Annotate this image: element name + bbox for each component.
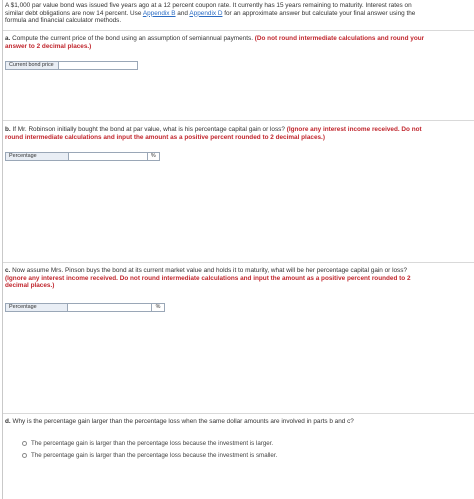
part-c-percentage-row [5,303,165,312]
part-b-instruction: (Ignore any interest income received. Do not round intermediate calculations and input the amount as a positive percent rounded to 2 decimal places.) [5,126,422,141]
part-c-percent-unit: % [151,304,164,311]
part-c-percentage-label: Percentage [6,304,68,311]
current-bond-price-row [5,61,138,70]
radio-button[interactable] [22,453,27,458]
part-a-prefix: a. [5,35,11,42]
part-a-question [5,35,425,50]
current-bond-price-input[interactable] [59,62,137,69]
part-a-instruction: (Do not round intermediate calculations and round your answer to 2 decimal places.) [5,35,425,50]
part-d-option-2[interactable] [22,452,277,460]
current-bond-price-label: Current bond price [6,62,59,69]
intro-text-2: for an approximate answer but calculate your final answer using the formula and financial calculator methods. [5,9,416,25]
part-c-prefix: c. [5,267,11,274]
part-a-text: Compute the current price of the bond using an assumption of semiannual payments. [10,35,255,42]
option-label: The percentage gain is larger than the percentage loss because the investment is larger. [31,440,274,447]
appendix-b-link[interactable]: Appendix B [142,9,176,17]
part-c-question [5,267,423,290]
part-b-question [5,126,423,141]
problem-statement [5,2,425,25]
left-border [2,0,3,499]
part-b-percentage-input[interactable] [69,153,147,160]
part-c-text: Now assume Mrs. Pinson buys the bond at its current market value and holds it to maturity, what will be her percentage capital gain or loss? [10,267,407,274]
part-d-prefix: d. [5,418,11,425]
part-b-percentage-row [5,152,160,161]
part-c-instruction: (Ignore any interest income received. Do not round intermediate calculations and input the amount as a positive percent rounded to 2 decimal places.) [5,274,411,290]
part-b-text: If Mr. Robinson initially bought the bond at par value, what is his percentage capital gain or loss? [10,126,287,133]
divider [3,262,474,263]
option-label: The percentage gain is larger than the percentage loss because the investment is smaller. [31,452,278,459]
part-b-percentage-label: Percentage [6,153,69,160]
divider [3,413,474,414]
divider [3,30,474,31]
part-b-prefix: b. [5,126,11,133]
part-d-question [5,418,425,426]
part-b-percent-unit: % [147,153,159,160]
intro-text-1: A $1,000 par value bond was issued five years ago at a 12 percent coupon rate. It currently has 15 years remaining to maturity. Interest rates on similar debt obligations are now 14 percent. Use [5,2,412,17]
radio-button[interactable] [22,441,27,446]
appendix-d-link[interactable]: Appendix D [189,9,223,17]
part-d-text: Why is the percentage gain larger than the percentage loss when the same dollar amounts are involved in parts b and c? [10,418,354,425]
part-d-option-1[interactable] [22,440,273,448]
part-c-percentage-input[interactable] [68,304,151,311]
intro-and: and [175,9,190,17]
divider [3,120,474,121]
